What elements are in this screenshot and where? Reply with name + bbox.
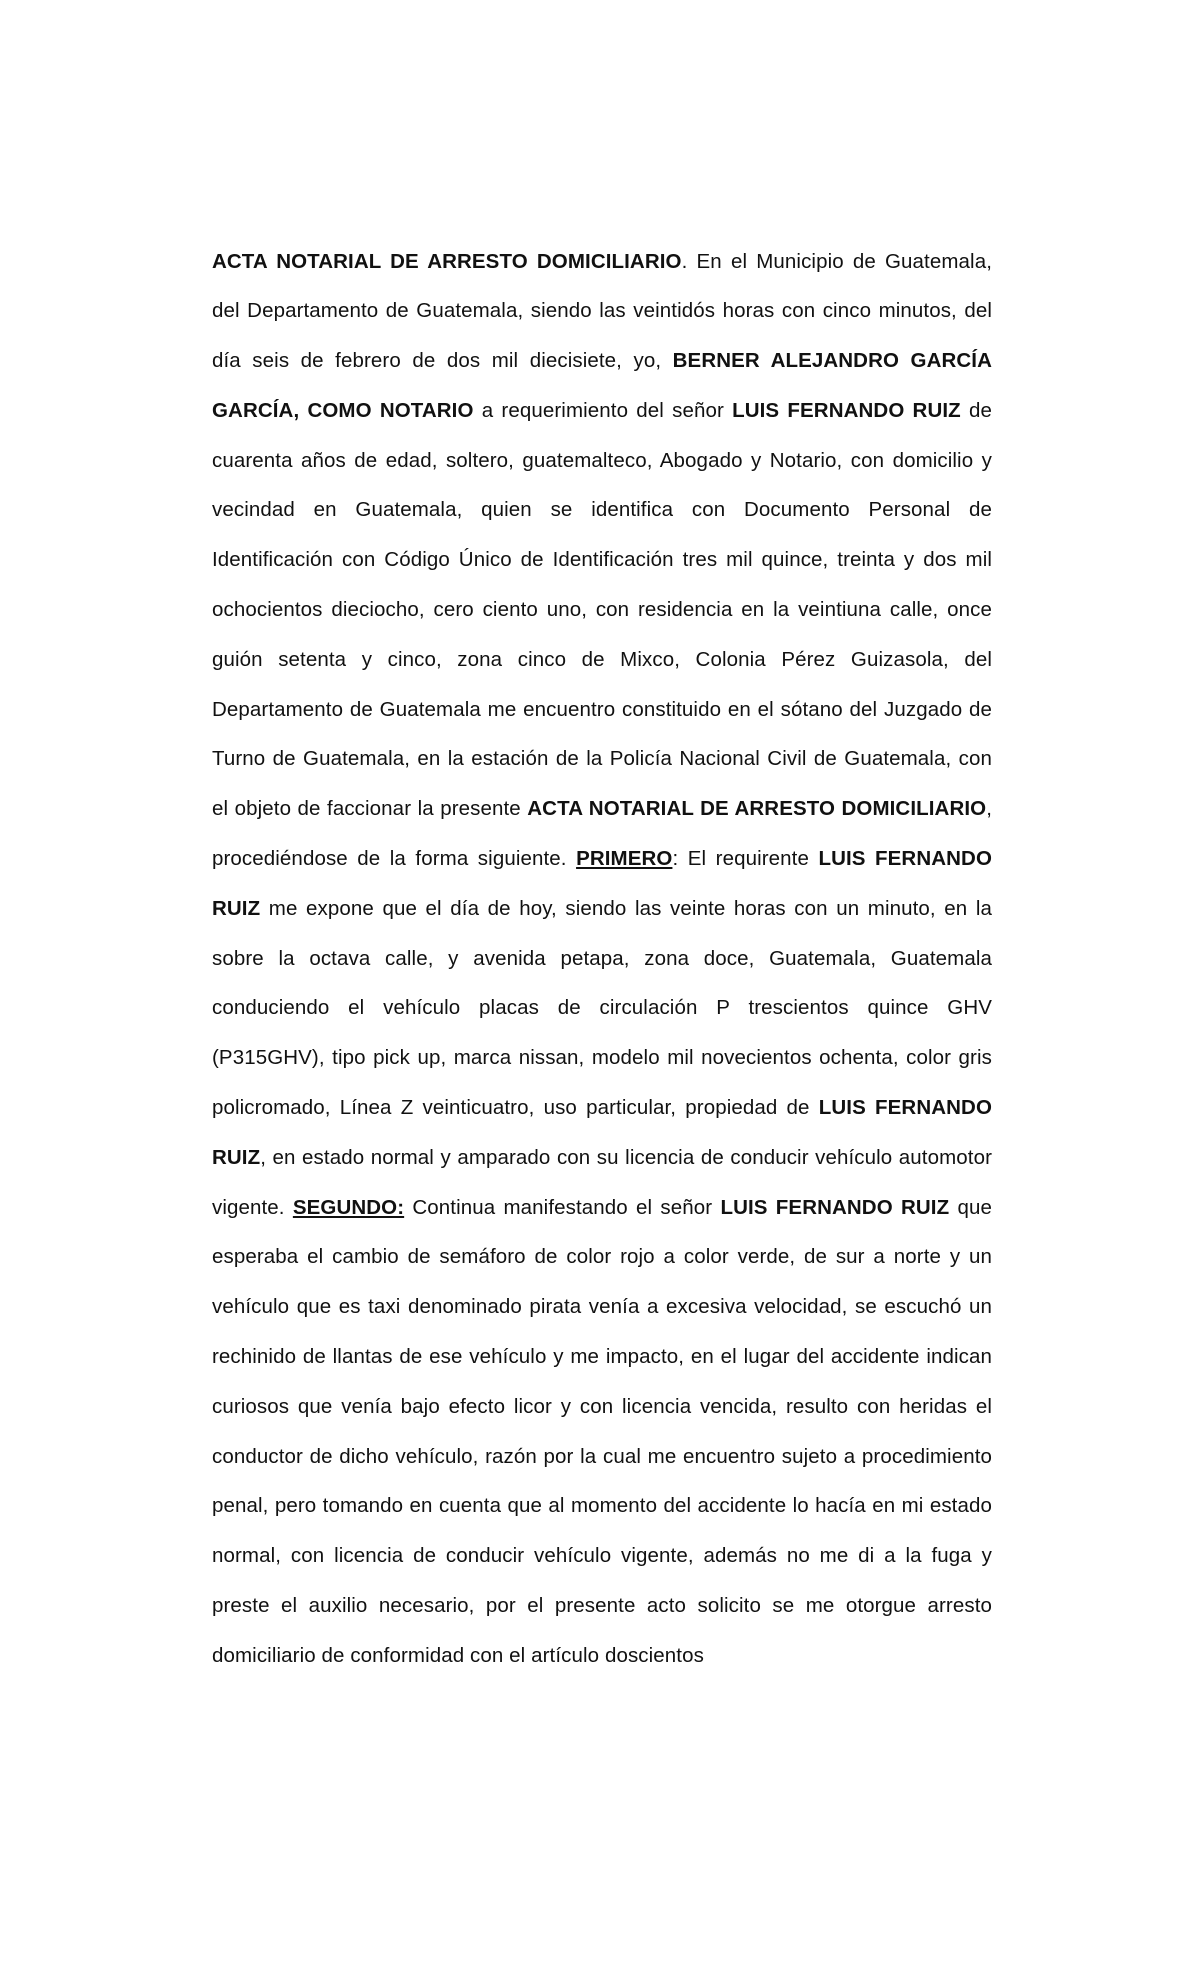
section-heading-primero — [576, 847, 672, 870]
document-body-paragraph — [212, 237, 992, 1681]
text-segment-2: a requerimiento del señor — [473, 398, 733, 422]
requester-name-4: LUIS FERNANDO RUIZ — [720, 1195, 950, 1219]
requester-name-2: LUIS FERNANDO RUIZ — [212, 847, 993, 920]
requester-name-3: LUIS FERNANDO RUIZ — [212, 1096, 992, 1169]
text-segment-1: . En el Municipio de Guatemala, del Departamento de Guatemala, siendo las veintidós horas con cinco minutos, del día seis de febrero de dos mil diecisiete, yo, — [212, 249, 992, 373]
document-title-repeat: ACTA NOTARIAL DE ARRESTO DOMICILIARIO — [527, 797, 987, 821]
text-segment-3: de cuarenta años de edad, soltero, guatemalteco, Abogado y Notario, con domicilio y vecindad en Guatemala, quien se identifica con Documento Personal de Identificación con Código Único de Identificación tres mil quince, treinta y dos mil ochocientos dieciocho, cero ciento uno, con residencia en la veintiuna calle, once guión setenta y cinco, zona cinco de Mixco, Colonia Pérez Guizasola, del Departamento de Guatemala me encuentro constituido en el sótano del Juzgado de Turno de Guatemala, en la estación de la Policía Nacional Civil de Guatemala, con el objeto de faccionar la presente — [212, 398, 992, 821]
section-heading-segundo — [293, 1196, 404, 1219]
requester-name-1: LUIS FERNANDO RUIZ — [732, 398, 961, 422]
section-heading-segundo-text: SEGUNDO: — [292, 1195, 405, 1219]
text-segment-8: Continua manifestando el señor — [404, 1195, 721, 1219]
text-segment-4: , procediéndose de la forma siguiente. — [212, 797, 993, 871]
section-heading-primero-text: PRIMERO — [576, 847, 673, 871]
notary-name: BERNER ALEJANDRO GARCÍA GARCÍA, COMO NOTARIO — [212, 349, 993, 422]
text-segment-7: , en estado normal y amparado con su licencia de conducir vehículo automotor vigente. — [212, 1145, 992, 1219]
text-segment-6: me expone que el día de hoy, siendo las veinte horas con un minuto, en la sobre la octava calle, y avenida petapa, zona doce, Guatemala, Guatemala conduciendo el vehículo placas de circulación P trescientos quince GHV (P315GHV), tipo pick up, marca nissan, modelo mil novecientos ochenta, color gris policromado, Línea Z veinticuatro, uso particular, propiedad de — [212, 896, 992, 1120]
text-segment-9: que esperaba el cambio de semáforo de color rojo a color verde, de sur a norte y un vehículo que es taxi denominado pirata venía a excesiva velocidad, se escuchó un rechinido de llantas de ese vehículo y me impacto, en el lugar del accidente indican curiosos que venía bajo efecto licor y con licencia vencida, resulto con heridas el conductor de dicho vehículo, razón por la cual me encuentro sujeto a procedimiento penal, pero tomando en cuenta que al momento del accidente lo hacía en mi estado normal, con licencia de conducir vehículo vigente, además no me di a la fuga y preste el auxilio necesario, por el presente acto solicito se me otorgue arresto domiciliario de conformidad con el artículo doscientos — [212, 1195, 992, 1667]
text-segment-5: : El requirente — [672, 847, 819, 871]
document-title: ACTA NOTARIAL DE ARRESTO DOMICILIARIO — [212, 249, 682, 273]
